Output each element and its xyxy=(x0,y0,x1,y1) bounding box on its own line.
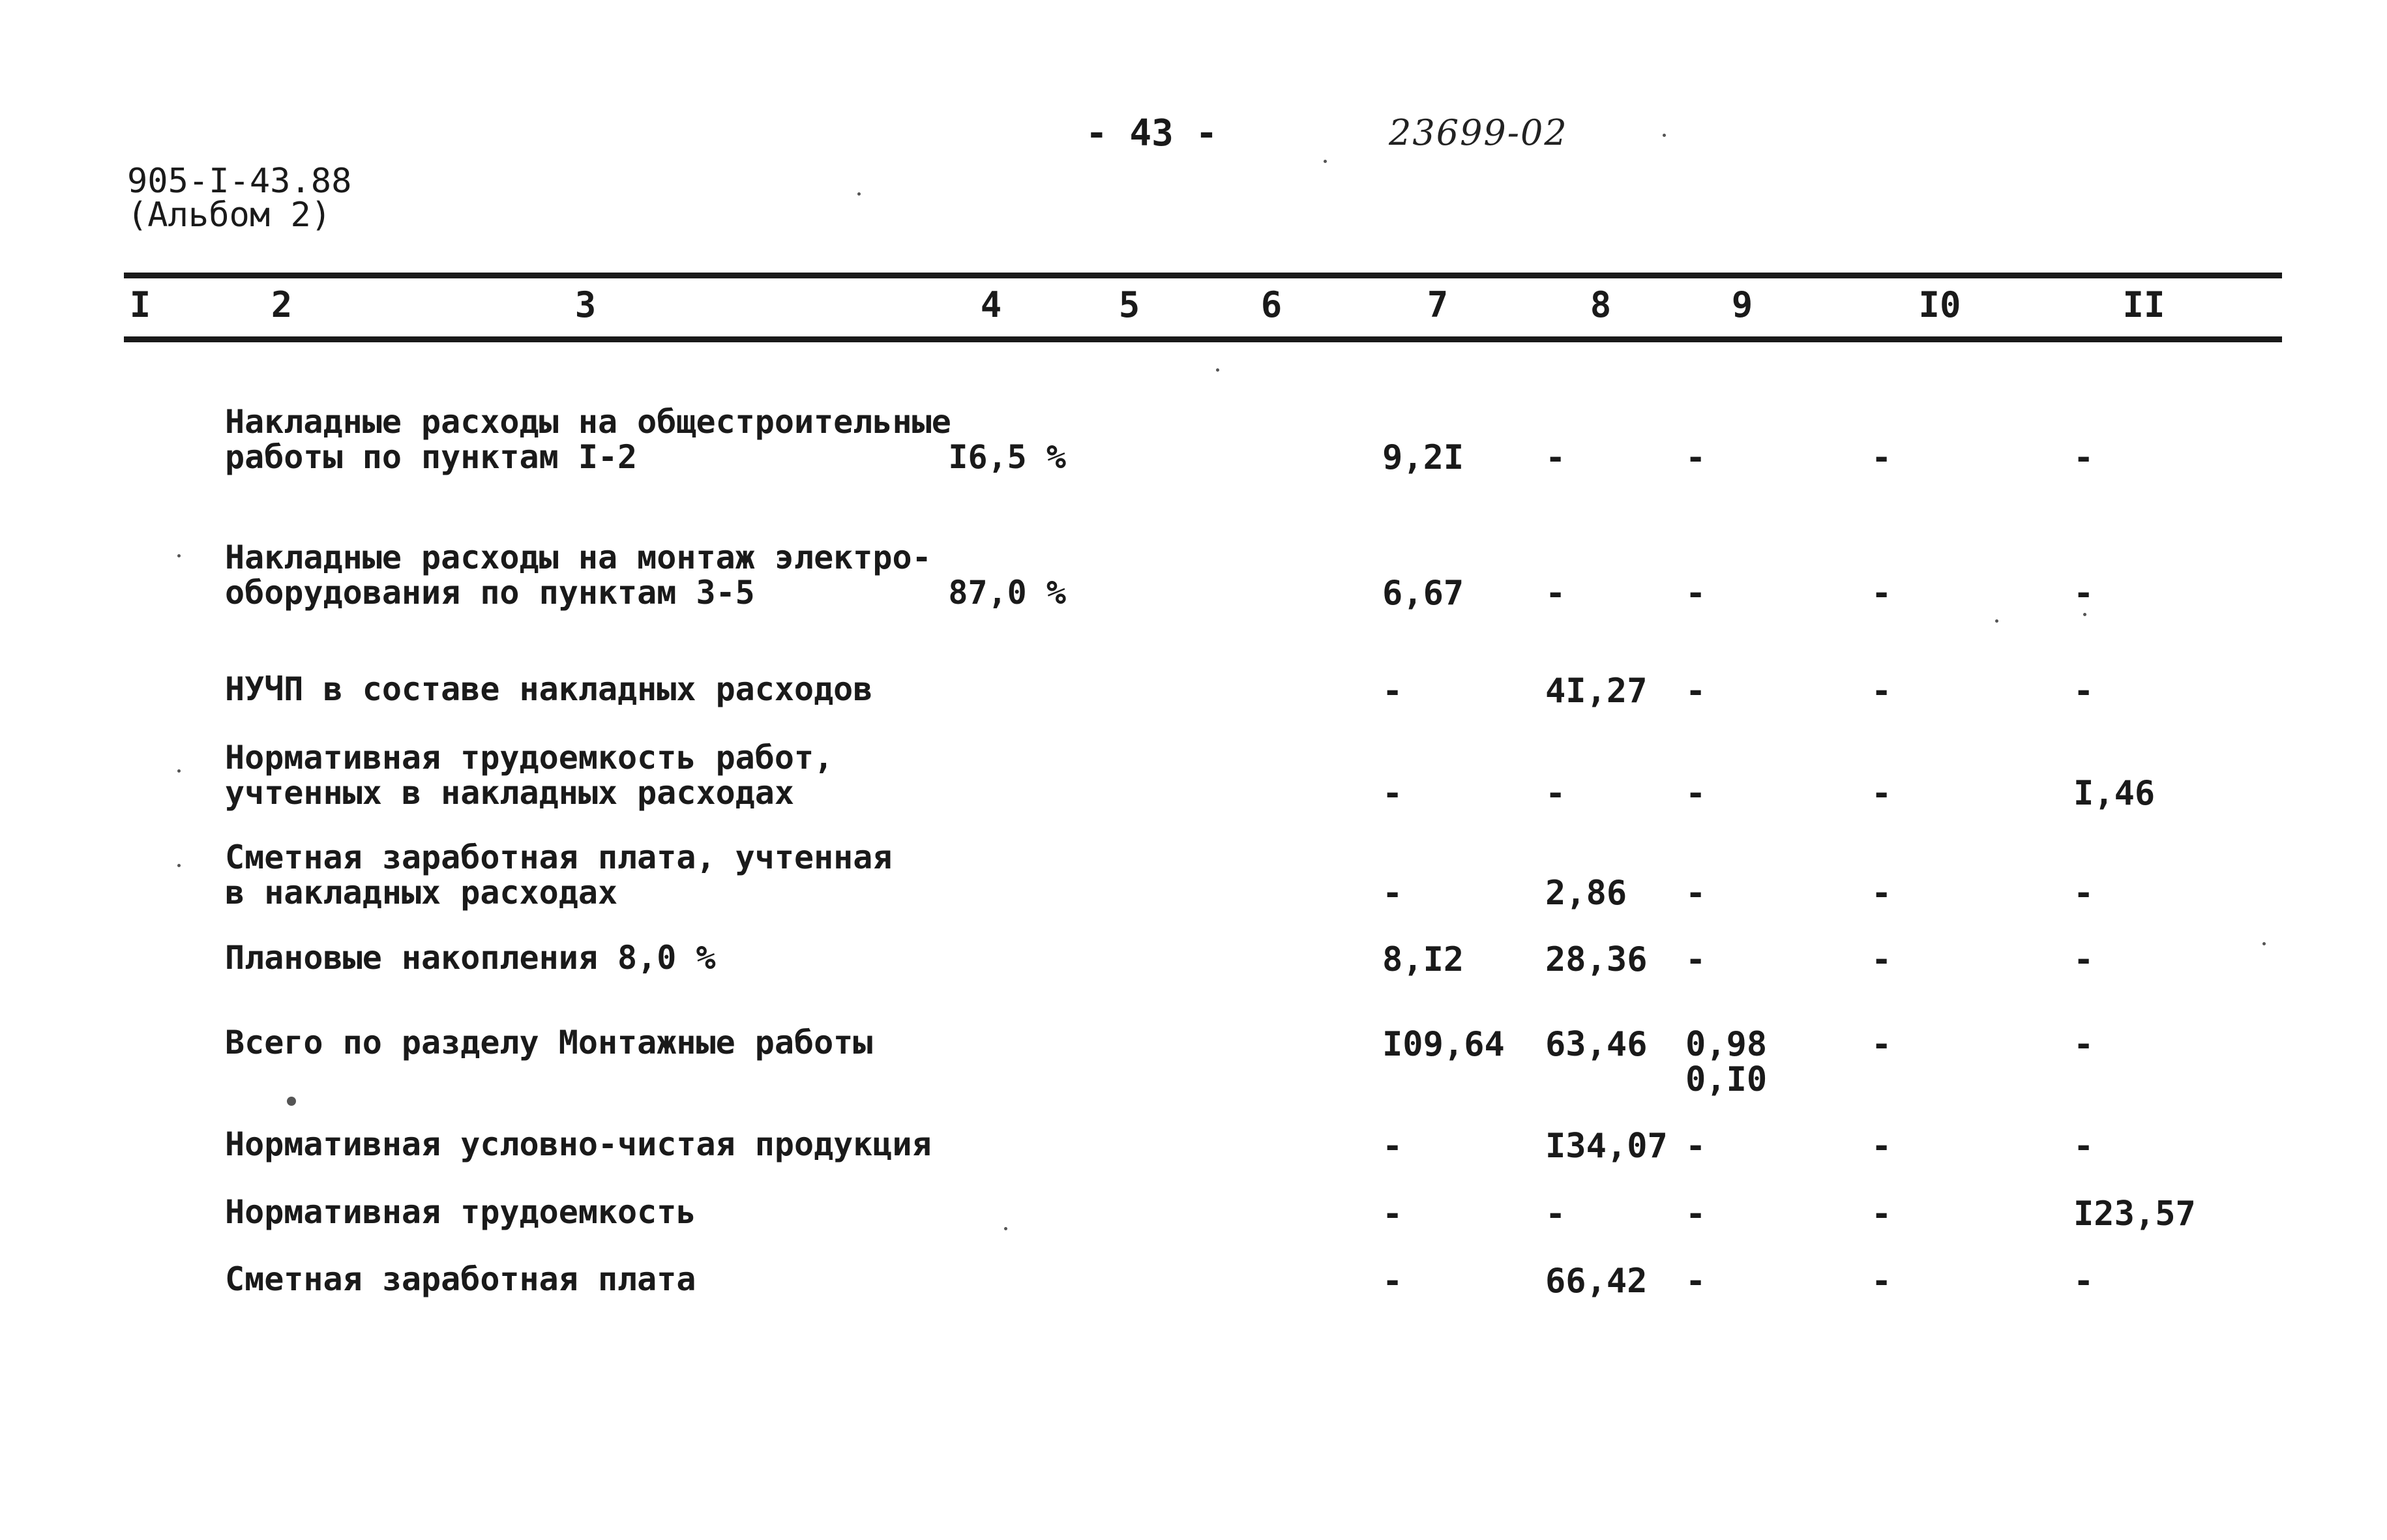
column-number: 6 xyxy=(1260,284,1282,325)
overhead-rate: I6,5 % xyxy=(948,438,1066,476)
table-top-rule xyxy=(124,273,2282,278)
cell-col10: - xyxy=(1871,438,1892,477)
cell-col11: - xyxy=(2073,1127,2094,1166)
cell-col10: - xyxy=(1871,1127,1892,1166)
cell-col7: I09,64 xyxy=(1382,1025,1505,1064)
cell-col7: - xyxy=(1382,874,1403,913)
column-number: 3 xyxy=(574,284,597,325)
cell-col8: - xyxy=(1545,1194,1566,1234)
cell-col7: - xyxy=(1382,672,1403,711)
cell-col9: - xyxy=(1685,1262,1706,1301)
scan-speck xyxy=(2262,942,2266,945)
scan-speck xyxy=(1216,368,1219,372)
cell-col9: - xyxy=(1685,438,1706,477)
column-number: 8 xyxy=(1590,284,1612,325)
column-number: 4 xyxy=(980,284,1002,325)
table-row-description: Нормативная трудоемкость работ, учтенных в накладных расходах xyxy=(225,739,834,812)
cell-col11: - xyxy=(2073,1262,2094,1301)
scan-speck xyxy=(177,864,181,867)
cell-col8: 63,46 xyxy=(1545,1025,1648,1064)
cell-col9: - xyxy=(1685,774,1706,813)
table-row-description: Плановые накопления 8,0 % xyxy=(225,939,716,977)
table-row-description: Сметная заработная плата xyxy=(225,1260,696,1298)
cell-col8: 66,42 xyxy=(1545,1262,1648,1301)
cell-col11: - xyxy=(2073,940,2094,979)
column-number: II xyxy=(2122,284,2165,325)
scan-speck xyxy=(177,769,181,773)
cell-col9: - xyxy=(1685,940,1706,979)
cell-col9: - xyxy=(1685,874,1706,913)
scan-speck xyxy=(287,1097,296,1106)
cell-col7: - xyxy=(1382,1194,1403,1234)
cell-col10: - xyxy=(1871,1262,1892,1301)
cell-col10: - xyxy=(1871,1194,1892,1234)
column-number: 2 xyxy=(271,284,293,325)
table-row-description: Сметная заработная плата, учтенная в накладных расходах xyxy=(225,838,893,911)
cell-col10: - xyxy=(1871,874,1892,913)
table-row-description: НУЧП в составе накладных расходов xyxy=(225,670,873,708)
cell-col11: I,46 xyxy=(2073,774,2156,813)
table-row-description: Нормативная условно-чистая продукция xyxy=(225,1125,932,1163)
table-row-description: Нормативная трудоемкость xyxy=(225,1193,696,1231)
cell-col10: - xyxy=(1871,574,1892,613)
cell-col9: - xyxy=(1685,1194,1706,1234)
cell-col9: - xyxy=(1685,672,1706,711)
scan-speck xyxy=(1324,160,1327,163)
table-row-description: Всего по разделу Монтажные работы xyxy=(225,1024,873,1061)
cell-col7: - xyxy=(1382,1262,1403,1301)
cell-col11: - xyxy=(2073,574,2094,613)
column-number: 5 xyxy=(1118,284,1140,325)
column-number: I0 xyxy=(1918,284,1961,325)
cell-col11: - xyxy=(2073,672,2094,711)
cell-col8: - xyxy=(1545,574,1566,613)
cell-col7: 9,2I xyxy=(1382,438,1464,477)
cell-col11: I23,57 xyxy=(2073,1194,2196,1234)
handwritten-number: 23699-02 xyxy=(1389,112,1568,153)
cell-col10: - xyxy=(1871,774,1892,813)
cell-col9: - xyxy=(1685,1127,1706,1166)
document-code: 905-I-43.88 xyxy=(127,162,352,201)
cell-col8: - xyxy=(1545,438,1566,477)
column-number: 9 xyxy=(1731,284,1753,325)
scan-speck xyxy=(177,554,181,557)
cell-col11: - xyxy=(2073,438,2094,477)
cell-col11: - xyxy=(2073,874,2094,913)
scan-speck xyxy=(1995,619,1998,623)
column-number: I xyxy=(129,284,151,325)
table-row-description: Накладные расходы на монтаж электро- оборудования по пунктам 3-5 xyxy=(225,539,932,612)
cell-col10: - xyxy=(1871,1025,1892,1064)
cell-col10: - xyxy=(1871,672,1892,711)
scan-speck xyxy=(1663,134,1666,137)
scan-speck xyxy=(2083,613,2086,616)
cell-col8: 28,36 xyxy=(1545,940,1648,979)
scan-speck xyxy=(1004,1227,1007,1230)
cell-col9-second: 0,I0 xyxy=(1685,1060,1768,1099)
cell-col10: - xyxy=(1871,940,1892,979)
album-label: (Альбом 2) xyxy=(127,196,332,235)
column-number: 7 xyxy=(1427,284,1449,325)
cell-col7: - xyxy=(1382,1127,1403,1166)
overhead-rate: 87,0 % xyxy=(948,574,1066,612)
table-row-description: Накладные расходы на общестроительные работы по пунктам I-2 xyxy=(225,403,951,476)
cell-col9: 0,98 xyxy=(1685,1025,1768,1064)
cell-col7: 6,67 xyxy=(1382,574,1464,613)
scan-speck xyxy=(857,192,861,196)
cell-col7: 8,I2 xyxy=(1382,940,1464,979)
cell-col7: - xyxy=(1382,774,1403,813)
cell-col8: 2,86 xyxy=(1545,874,1627,913)
cell-col8: - xyxy=(1545,774,1566,813)
page-number: - 43 - xyxy=(1086,112,1218,155)
table-header-bottom-rule xyxy=(124,336,2282,342)
cell-col8: I34,07 xyxy=(1545,1127,1668,1166)
cell-col8: 4I,27 xyxy=(1545,672,1648,711)
cell-col9: - xyxy=(1685,574,1706,613)
cell-col11: - xyxy=(2073,1025,2094,1064)
